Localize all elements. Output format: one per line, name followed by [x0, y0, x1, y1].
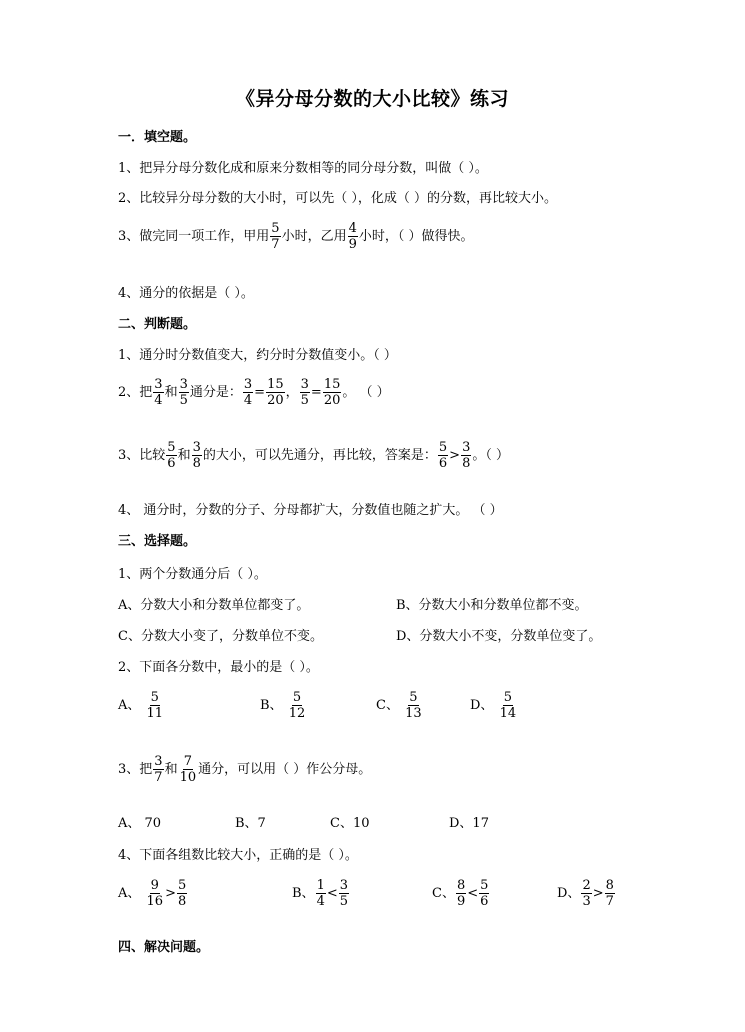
s3-q4-option-d: D、 $\frac{2}{3}$ > $\frac{8}{7}$: [557, 878, 614, 909]
fraction: $\frac{3}{8}$: [462, 440, 471, 471]
s3-question-3: 3、把 $\frac{3}{7}$ 和 $\frac{7}{10}$ 通分，可以用（ ）作公分母。: [118, 754, 372, 785]
s1-question-3: 3、做完同一项工作，甲用 $\frac{5}{7}$ 小时，乙用 $\frac{4}{9}$ 小时，（ ）做得快。: [118, 221, 474, 252]
fraction: $\frac{3}{5}$: [179, 377, 188, 408]
s3-q3-option-d: D、17: [449, 816, 489, 831]
s3-q2-option-b: B、 $\frac{5}{12}$: [260, 690, 306, 721]
s3-q1-option-b: B、分数大小和分数单位都不变。: [396, 598, 588, 613]
fraction: $\frac{3}{8}$: [192, 440, 201, 471]
s3-q1-option-a: A、分数大小和分数单位都变了。: [118, 598, 310, 613]
s1-question-2: 2、比较异分母分数的大小时，可以先（ ），化成（ ）的分数，再比较大小。: [118, 191, 558, 206]
fraction: $\frac{15}{20}$: [267, 377, 284, 408]
s3-q1-option-d: D、分数大小不变，分数单位变了。: [396, 629, 602, 644]
page-title: 《异分母分数的大小比较》练习: [235, 88, 509, 110]
s3-q4-option-b: B、 $\frac{1}{4}$ < $\frac{3}{5}$: [292, 878, 349, 909]
q3-text-a: 3、做完同一项工作，甲用: [118, 229, 270, 244]
s2-question-4: 4、 通分时，分数的分子、分母都扩大，分数值也随之扩大。 （ ）: [118, 503, 503, 518]
section-2-heading: 二、判断题。: [118, 317, 197, 332]
fraction: $\frac{4}{9}$: [348, 221, 357, 252]
s3-q2-option-a: A、 $\frac{5}{11}$: [118, 690, 164, 721]
fraction: $\frac{3}{5}$: [300, 377, 309, 408]
fraction: $\frac{15}{20}$: [323, 377, 341, 408]
section-3-heading: 三、选择题。: [118, 534, 197, 549]
s3-q3-option-c: C、10: [330, 816, 370, 831]
fraction: $\frac{7}{10}$: [179, 754, 197, 785]
fraction: $\frac{3}{4}$: [243, 377, 253, 408]
s2-question-1: 1、通分时分数值变大，约分时分数值变小。（ ）: [118, 348, 397, 363]
s2-question-2: 2、把 $\frac{3}{4}$ 和 $\frac{3}{5}$ 通分是： $\frac{3}{4}$ = $\frac{15}{20}$ ， $\frac{3}{5}$ = $\frac{15}{20}$ 。 （ ）: [118, 377, 390, 408]
s3-q4-option-a: A、 $\frac{9}{16}$ > $\frac{5}{8}$: [118, 878, 187, 909]
s3-question-2: 2、下面各分数中，最小的是（ ）。: [118, 660, 319, 675]
s3-q1-option-c: C、分数大小变了，分数单位不变。: [118, 629, 323, 644]
s2-question-3: 3、比较 $\frac{5}{6}$ 和 $\frac{3}{8}$ 的大小，可以先通分，再比较，答案是： $\frac{5}{6}$ > $\frac{3}{8}$ 。（ ）: [118, 440, 509, 471]
s3-q3-option-a: A、 70: [118, 816, 162, 831]
fraction: $\frac{5}{7}$: [271, 221, 280, 252]
s3-question-4: 4、下面各组数比较大小，正确的是（ ）。: [118, 848, 358, 863]
fraction: $\frac{3}{7}$: [154, 754, 163, 785]
section-1-heading: 一．填空题。: [118, 130, 197, 145]
s3-q2-option-d: D、 $\frac{5}{14}$: [470, 690, 517, 721]
section-4-heading: 四、解决问题。: [118, 940, 210, 955]
fraction: $\frac{5}{6}$: [167, 440, 176, 471]
s1-question-4: 4、通分的依据是（ ）。: [118, 286, 254, 301]
s3-q3-option-b: B、7: [235, 816, 266, 831]
fraction: $\frac{3}{4}$: [154, 377, 163, 408]
s3-question-1: 1、两个分数通分后（ ）。: [118, 567, 267, 582]
s3-q4-option-c: C、 $\frac{8}{9}$ < $\frac{5}{6}$: [432, 878, 489, 909]
fraction: $\frac{5}{6}$: [438, 440, 448, 471]
s1-question-1: 1、把异分母分数化成和原来分数相等的同分母分数，叫做（ ）。: [118, 161, 488, 176]
s3-q2-option-c: C、 $\frac{5}{13}$: [376, 690, 422, 721]
